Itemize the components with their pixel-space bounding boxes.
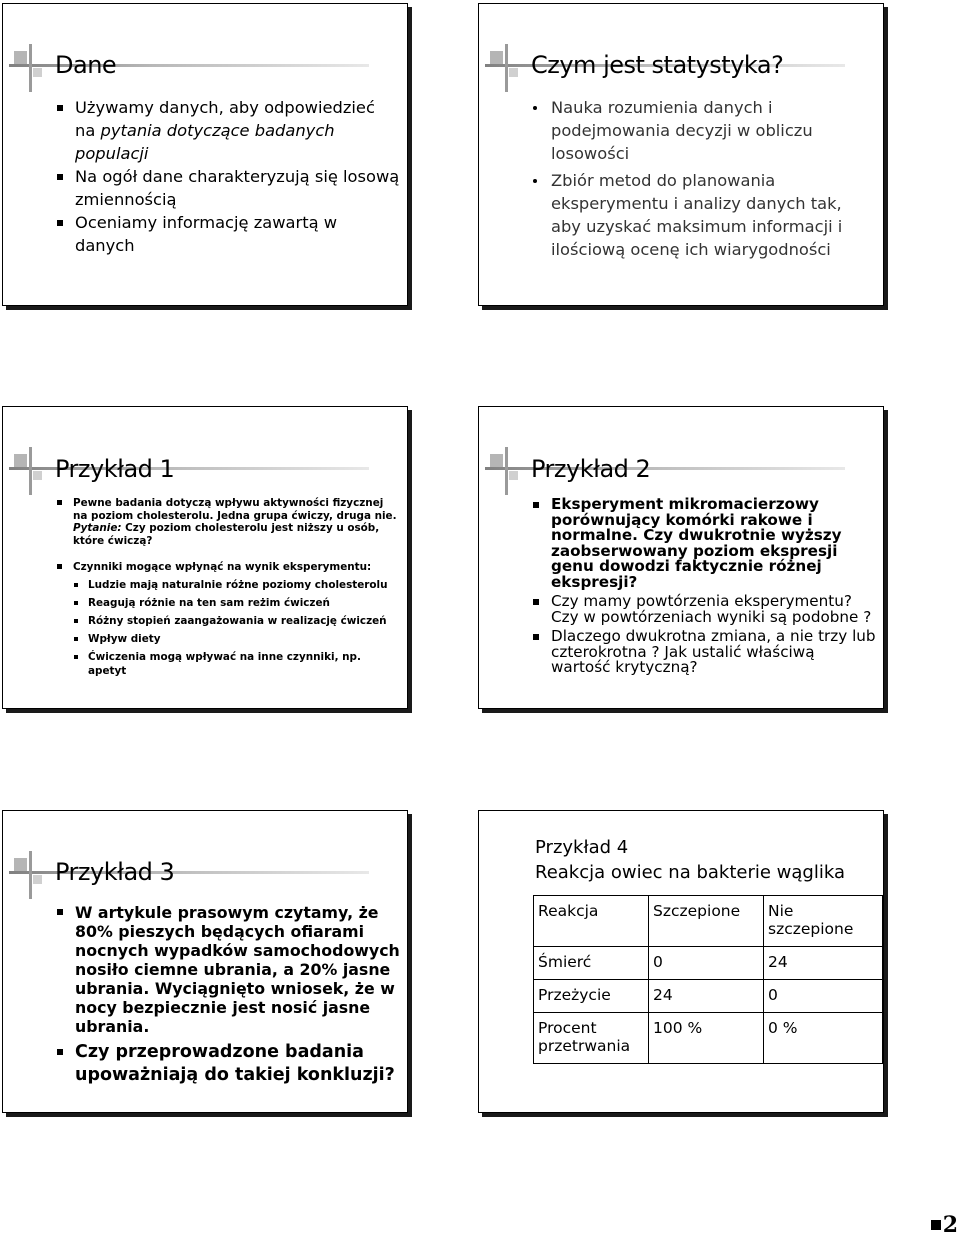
slide-przyklad-3: [2, 810, 408, 1113]
slide-przyklad-4: [478, 810, 884, 1113]
table-cell: Procent przetrwania: [534, 1013, 649, 1064]
table-cell: Przeżycie: [534, 980, 649, 1013]
slide-title: Przykład 2: [531, 455, 651, 483]
bullet-list: [55, 96, 400, 257]
slide-title: Przykład 4 Reakcja owiec na bakterie wąglika: [535, 837, 845, 883]
bullet-item: Eksperyment mikromacierzowy porównujący komórki rakowe i normalne. Czy dwukrotnie wyższy zaobserwowany poziom ekspresji genu dowodzi faktycznie różnej ekspresji?: [531, 497, 877, 590]
bullet-item: Dlaczego dwukrotna zmiana, a nie trzy lub czterokrotna ? Jak ustalić właściwą wartość krytyczną?: [531, 629, 877, 676]
table-cell: 24: [649, 980, 764, 1013]
table-row: [534, 1013, 883, 1064]
bullet-item: Używamy danych, aby odpowiedzieć na pytania dotyczące badanych populacji: [55, 96, 400, 165]
bullet-list: [55, 903, 401, 1087]
bullet-list: [55, 497, 401, 682]
slide-decoration: [485, 44, 537, 92]
table-cell: Śmierć: [534, 947, 649, 980]
table-row: [534, 896, 883, 947]
slide-decoration: [9, 851, 61, 899]
slide-title: Dane: [55, 51, 117, 79]
slide-title: Przykład 1: [55, 455, 175, 483]
slide-title: Przykład 3: [55, 858, 175, 886]
bullet-item: Na ogół dane charakteryzują się losową zmiennością: [55, 165, 400, 211]
sub-bullet-item: Różny stopień zaangażowania w realizację ćwiczeń: [73, 614, 401, 628]
table-cell: Reakcja: [534, 896, 649, 947]
bullet-item: Nauka rozumienia danych i podejmowania decyzji w obliczu losowości: [531, 96, 876, 165]
table-cell: Szczepione: [649, 896, 764, 947]
table-cell: Nie szczepione: [764, 896, 883, 947]
sub-bullet-item: Ćwiczenia mogą wpływać na inne czynniki, np. apetyt: [73, 650, 401, 678]
slide-przyklad-1: [2, 406, 408, 709]
square-bullet-icon: [931, 1220, 941, 1230]
table-cell: 100 %: [649, 1013, 764, 1064]
sub-bullet-item: Reagują różnie na ten sam reżim ćwiczeń: [73, 596, 401, 610]
slide-przyklad-2: [478, 406, 884, 709]
table-cell: 0: [649, 947, 764, 980]
slide-decoration: [9, 44, 61, 92]
table-cell: 0: [764, 980, 883, 1013]
bullet-item: Pewne badania dotyczą wpływu aktywności fizycznej na poziom cholesterolu. Jedna grupa ćwiczy, druga nie. Pytanie: Czy poziom cholesterolu jest niższy u osób, które ćwiczą?: [55, 497, 401, 547]
table-row: [534, 980, 883, 1013]
table-cell: 0 %: [764, 1013, 883, 1064]
sub-bullet-list: [73, 578, 401, 678]
slide-title: Czym jest statystyka?: [531, 51, 784, 79]
slide-decoration: [485, 447, 537, 495]
table-cell: 24: [764, 947, 883, 980]
bullet-item: W artykule prasowym czytamy, że 80% pieszych będących ofiarami nocnych wypadków samochodowych nosiło ciemne ubrania, a 20% jasne ubrania. Wyciągnięto wniosek, że w nocy bezpiecznie jest nosić jasne ubrania.: [55, 903, 401, 1036]
slide-dane: [2, 3, 408, 306]
bullet-item: Zbiór metod do planowania eksperymentu i analizy danych tak, aby uzyskać maksimum informacji i ilościową ocenę ich wiarygodności: [531, 169, 876, 261]
bullet-item: Czy przeprowadzone badania upoważniają do takiej konkluzji?: [55, 1041, 401, 1087]
sub-bullet-item: Ludzie mają naturalnie różne poziomy cholesterolu: [73, 578, 401, 592]
bullet-item: Oceniamy informację zawartą w danych: [55, 211, 400, 257]
page-number: 2: [931, 1212, 958, 1238]
sub-bullet-item: Wpływ diety: [73, 632, 401, 646]
bullet-list: [531, 497, 877, 676]
slide-statystyka: [478, 3, 884, 306]
bullet-item: Czynniki mogące wpłynąć na wynik eksperymentu: Ludzie mają naturalnie różne poziomy cholesterolu Reagują różnie na ten sam reżim ćwiczeń Różny stopień zaangażowania w realizację ćwiczeń Wpływ diety Ćwiczenia mogą wpływać na inne czynniki, np. apetyt: [55, 561, 401, 678]
table-row: [534, 947, 883, 980]
bullet-list: [531, 96, 876, 261]
data-table: [533, 895, 883, 1064]
bullet-item: Czy mamy powtórzenia eksperymentu? Czy w powtórzeniach wyniki są podobne ?: [531, 594, 877, 625]
slide-decoration: [9, 447, 61, 495]
